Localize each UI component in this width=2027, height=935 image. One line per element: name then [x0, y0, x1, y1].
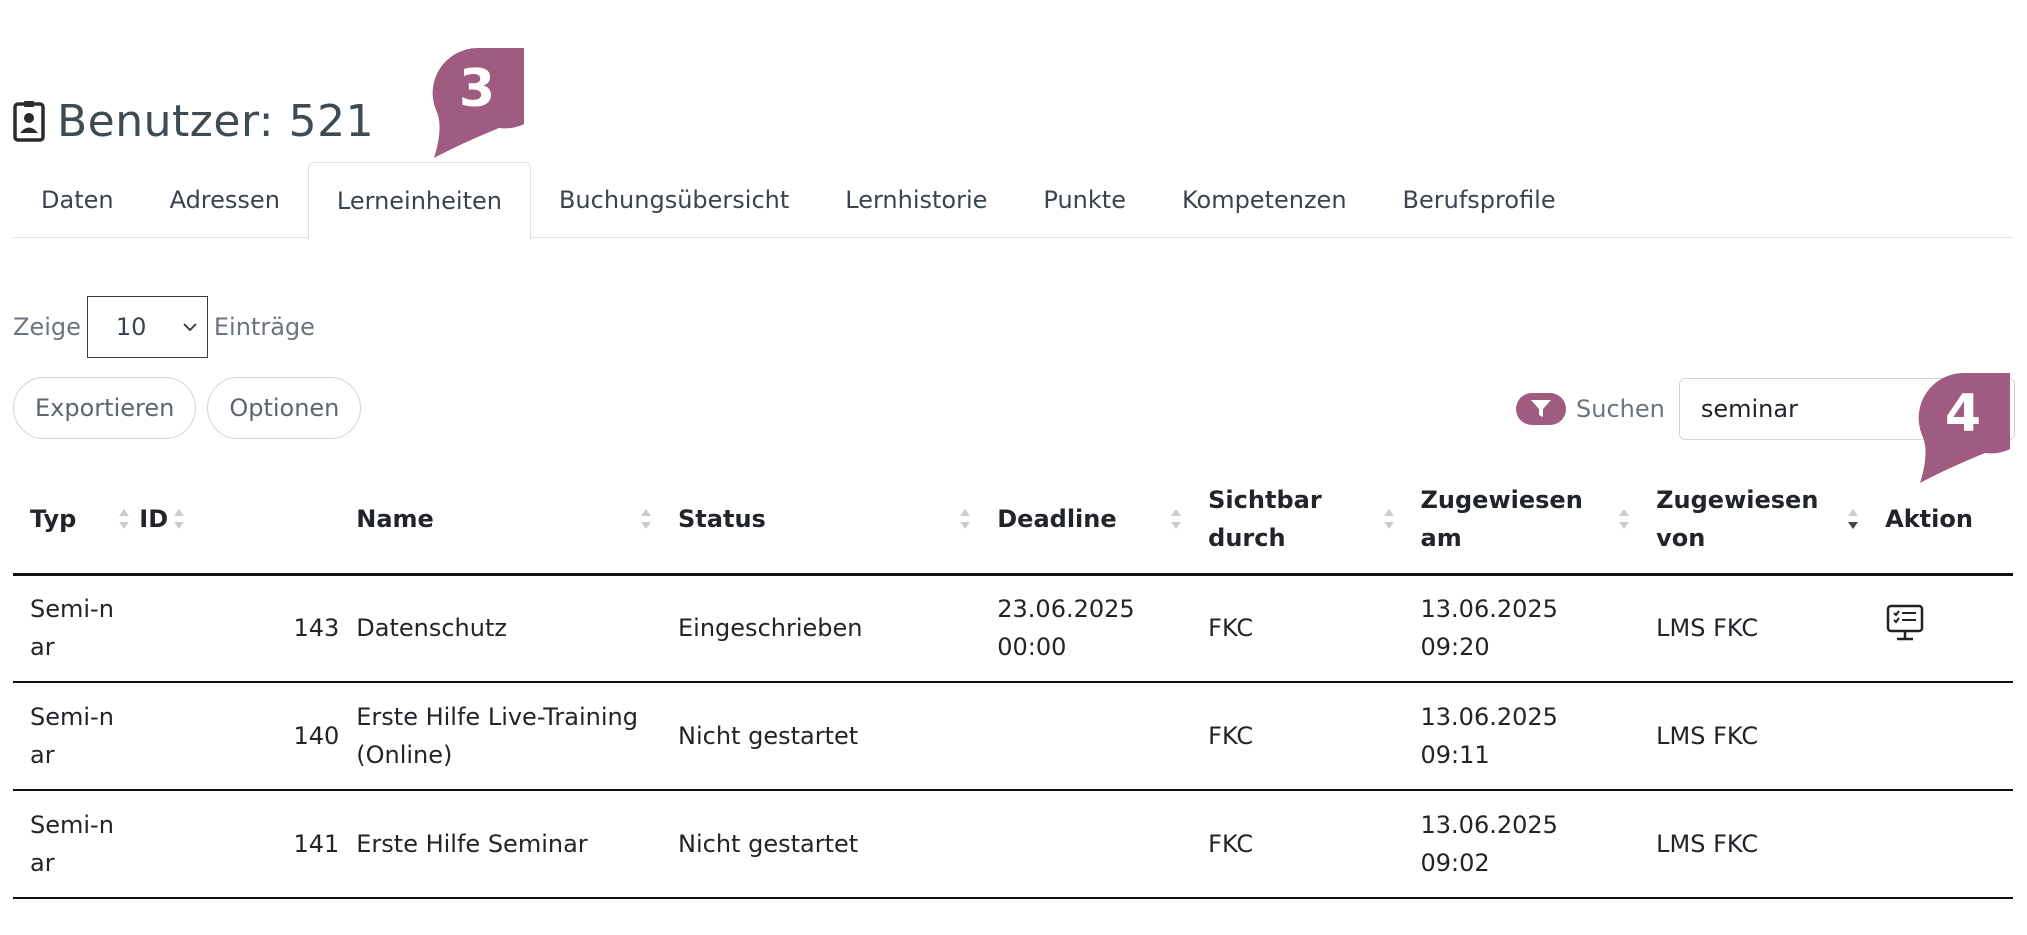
cell-name: Erste Hilfe Live-Training (Online) — [339, 682, 661, 790]
cell-id: 140 — [139, 682, 339, 790]
sort-icon — [119, 507, 129, 531]
entries-prefix-label: Zeige — [13, 313, 81, 341]
entries-length-control — [13, 296, 315, 358]
step-marker-label: 4 — [1944, 384, 1982, 444]
column-header-typ[interactable]: Typ — [13, 465, 139, 574]
table-buttons — [13, 377, 372, 439]
export-button[interactable]: Exportieren — [13, 377, 196, 439]
entries-select-value: 10 — [115, 313, 147, 341]
tab-punkte[interactable]: Punkte — [1043, 186, 1126, 214]
cell-zugewiesen-von: LMS FKC — [1639, 682, 1868, 790]
search-label: Suchen — [1576, 395, 1665, 423]
learning-units-table — [13, 465, 2013, 899]
cell-status: Eingeschrieben — [661, 574, 980, 682]
tab-lerneinheiten[interactable]: Lerneinheiten — [308, 162, 531, 240]
cell-id: 143 — [139, 574, 339, 682]
table-header-row — [13, 465, 2013, 574]
cell-aktion — [1868, 574, 2013, 682]
step-marker-label: 3 — [458, 59, 496, 119]
cell-typ: Semi-nar — [13, 682, 139, 790]
tab-kompetenzen[interactable]: Kompetenzen — [1181, 186, 1347, 214]
cell-deadline: 23.06.2025 00:00 — [980, 574, 1191, 682]
step-marker-3 — [430, 48, 524, 158]
tab-bar — [13, 162, 2013, 238]
filter-icon — [1530, 399, 1552, 419]
cell-aktion — [1868, 682, 2013, 790]
cell-zugewiesen-von: LMS FKC — [1639, 790, 1868, 898]
column-header-id[interactable]: ID — [139, 465, 339, 574]
cell-typ: Semi-nar — [13, 574, 139, 682]
cell-id: 141 — [139, 790, 339, 898]
column-header-deadline[interactable]: Deadline — [980, 465, 1191, 574]
filter-toggle[interactable] — [1516, 393, 1566, 425]
cell-name: Datenschutz — [339, 574, 661, 682]
cell-deadline — [980, 682, 1191, 790]
cell-zugewiesen-am: 13.06.2025 09:02 — [1404, 790, 1640, 898]
contact-card-icon — [13, 100, 45, 142]
cell-zugewiesen-am: 13.06.2025 09:11 — [1404, 682, 1640, 790]
cell-sichtbar: FKC — [1191, 682, 1403, 790]
entries-select[interactable] — [87, 296, 208, 358]
chevron-down-icon — [183, 323, 197, 332]
cell-status: Nicht gestartet — [661, 790, 980, 898]
page-title: Benutzer: 521 — [57, 95, 375, 147]
cell-deadline — [980, 790, 1191, 898]
column-header-aktion: Aktion — [1868, 465, 2013, 574]
cell-sichtbar: FKC — [1191, 790, 1403, 898]
column-header-status[interactable]: Status — [661, 465, 980, 574]
cell-name: Erste Hilfe Seminar — [339, 790, 661, 898]
entries-suffix-label: Einträge — [213, 313, 315, 341]
table-row — [13, 790, 2013, 898]
column-header-zugewiesen-von[interactable]: Zugewiesen von — [1639, 465, 1868, 574]
cell-zugewiesen-am: 13.06.2025 09:20 — [1404, 574, 1640, 682]
sort-icon — [1171, 507, 1181, 531]
page-header — [13, 90, 374, 152]
presentation-checklist-icon[interactable] — [1885, 603, 1925, 643]
cell-typ: Semi-nar — [13, 790, 139, 898]
cell-aktion — [1868, 790, 2013, 898]
table-row — [13, 682, 2013, 790]
sort-icon — [1384, 507, 1394, 531]
sort-icon — [1619, 507, 1629, 531]
tab-adressen[interactable]: Adressen — [169, 186, 280, 214]
cell-sichtbar: FKC — [1191, 574, 1403, 682]
table-row — [13, 574, 2013, 682]
cell-zugewiesen-von: LMS FKC — [1639, 574, 1868, 682]
tab-berufsprofile[interactable]: Berufsprofile — [1402, 186, 1556, 214]
sort-icon — [641, 507, 651, 531]
sort-icon — [174, 507, 184, 531]
sort-icon — [960, 507, 970, 531]
column-header-zugewiesen-am[interactable]: Zugewiesen am — [1404, 465, 1640, 574]
sort-desc-icon — [1848, 507, 1858, 531]
cell-status: Nicht gestartet — [661, 682, 980, 790]
tab-buchungsuebersicht[interactable]: Buchungsübersicht — [558, 186, 790, 214]
tab-lernhistorie[interactable]: Lernhistorie — [845, 186, 988, 214]
tab-daten[interactable]: Daten — [41, 186, 114, 214]
column-header-sichtbar[interactable]: Sichtbar durch — [1191, 465, 1403, 574]
column-header-name[interactable]: Name — [339, 465, 661, 574]
options-button[interactable]: Optionen — [207, 377, 361, 439]
